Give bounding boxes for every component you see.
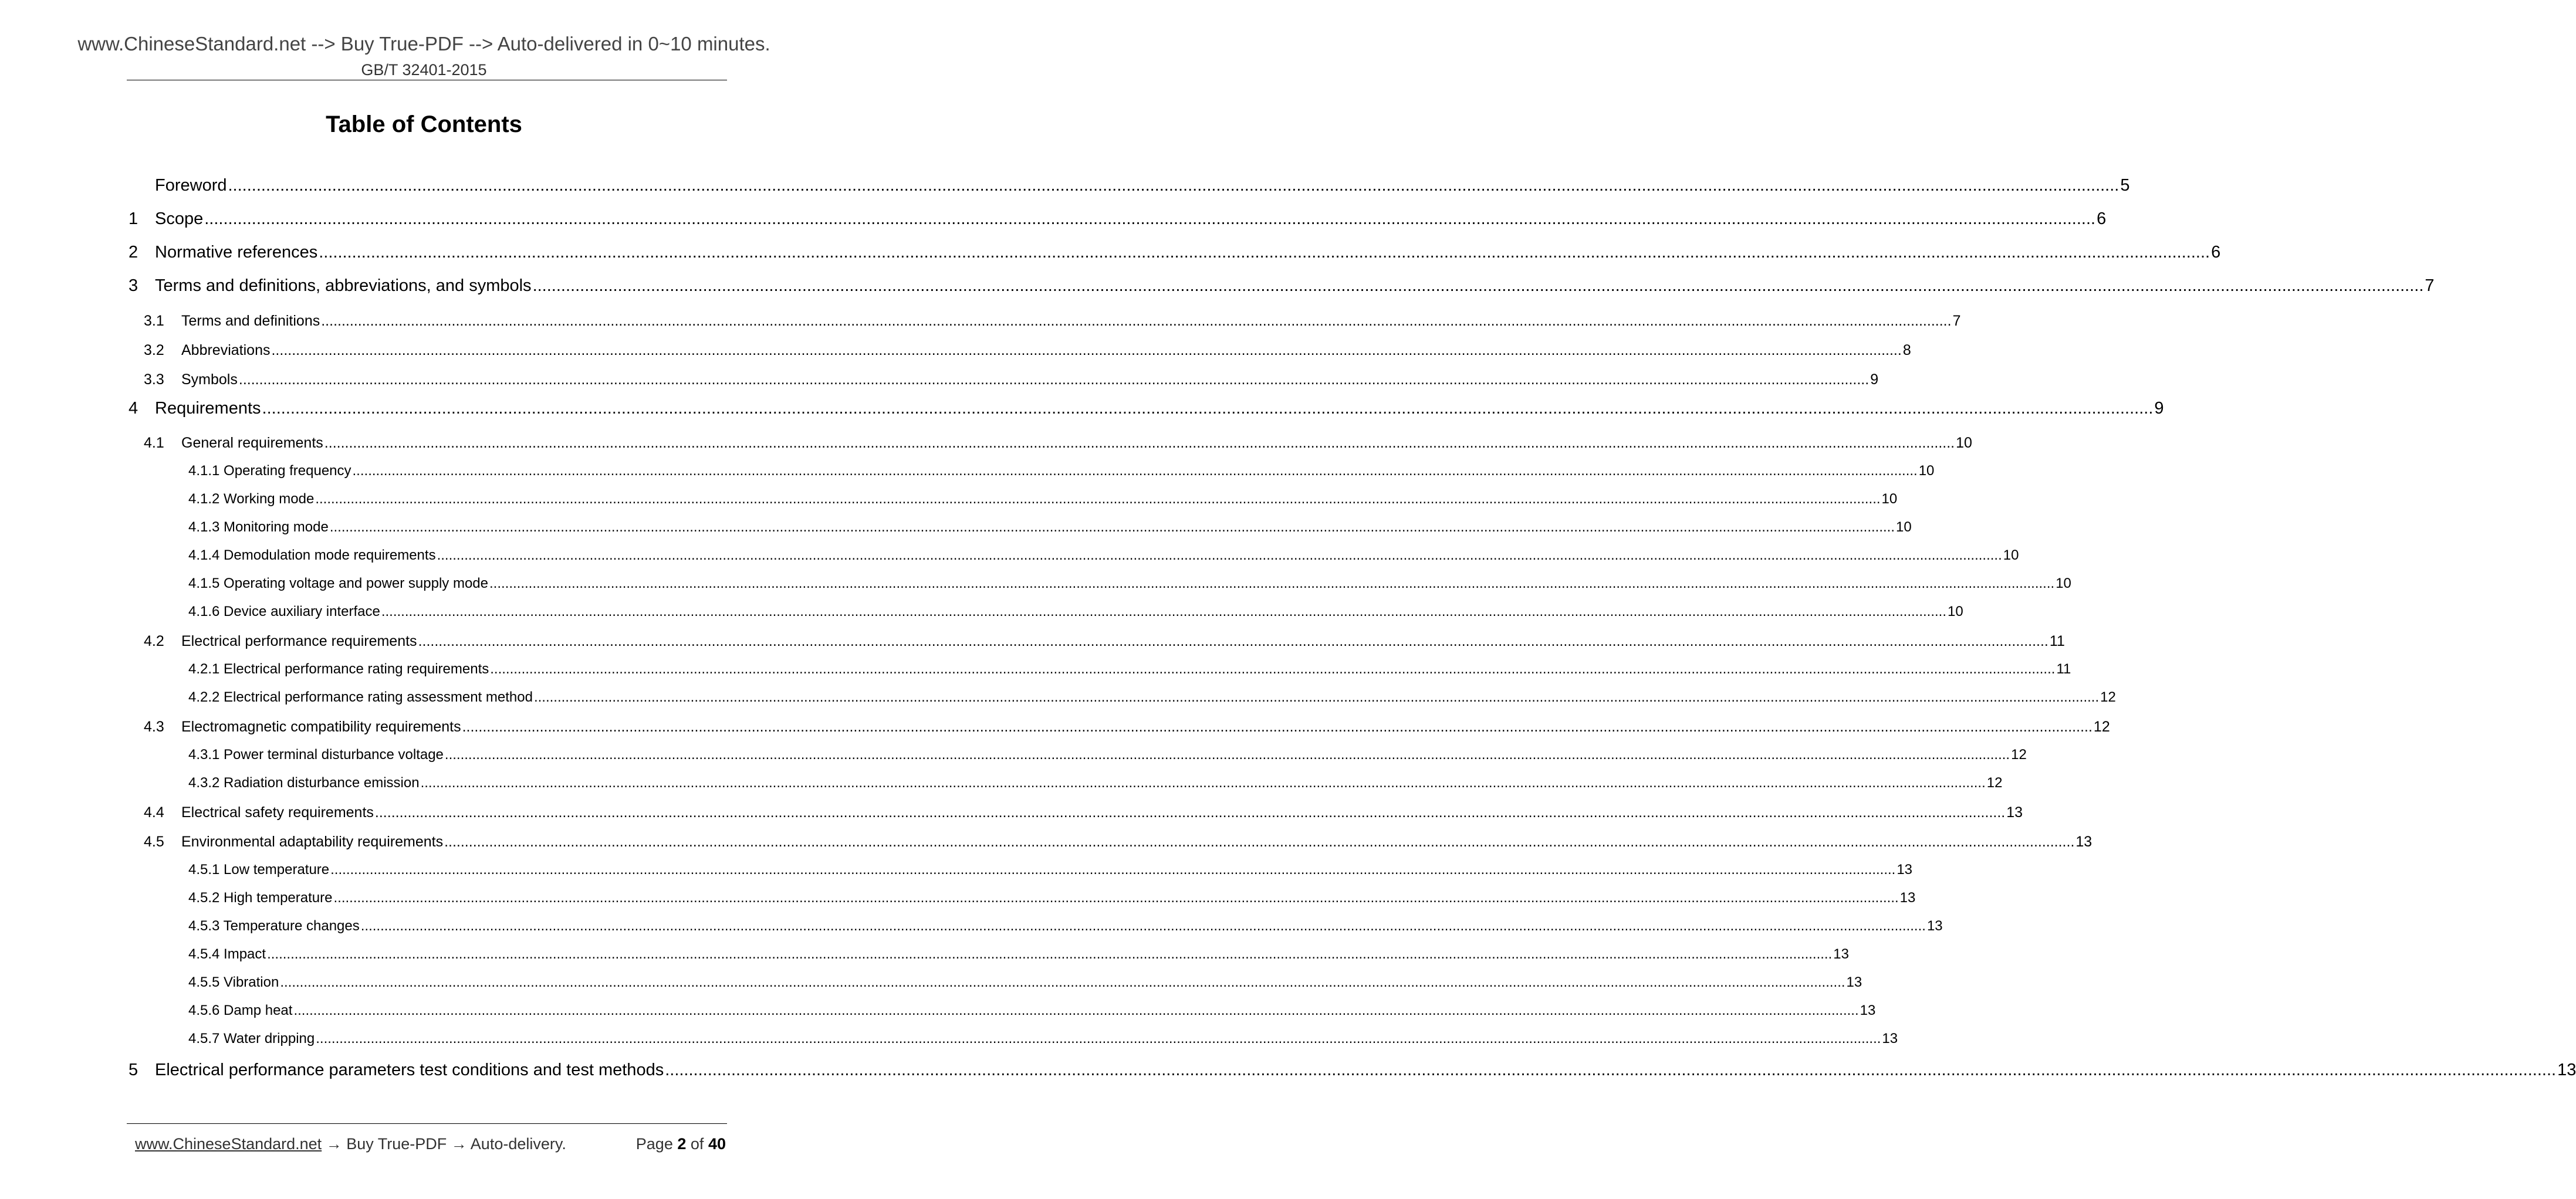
toc-entry-page: 7 [2425, 276, 2435, 295]
toc-entry-label: Normative references [155, 243, 318, 262]
toc-entry-page: 13 [1926, 918, 1943, 934]
toc-entry-page: 9 [2154, 399, 2164, 418]
toc-entry-number: 4.1 [144, 435, 164, 451]
dot-leader: ................................................................................................................................................................................................................................................................................................................................................................................................................ [293, 1002, 1859, 1018]
dot-leader: ................................................................................................................................................................................................................................................................................................................................................................................................................ [280, 974, 1845, 990]
toc-entry-label: Electrical performance parameters test conditions and test methods [155, 1061, 664, 1079]
toc-entry-label: 4.1.3 Monitoring mode [188, 519, 329, 535]
toc-entry[interactable] [144, 371, 1879, 388]
toc-entry-page: 13 [2006, 804, 2023, 821]
footer-delivery-text: Auto-delivery. [470, 1135, 566, 1153]
page-indicator [636, 1135, 726, 1153]
toc-entry[interactable] [144, 342, 1911, 359]
toc-entry[interactable] [188, 1002, 1876, 1019]
toc-entry-label: 4.5.4 Impact [188, 946, 266, 962]
toc-entry-label: 4.1.1 Operating frequency [188, 463, 351, 479]
toc-entry-label: Terms and definitions, abbreviations, and symbols [155, 276, 532, 295]
of-word: of [690, 1135, 704, 1153]
toc-entry-label: 4.3.1 Power terminal disturbance voltage [188, 747, 444, 763]
toc-entry-number: 4.2 [144, 633, 164, 649]
toc-entry-label: 4.5.6 Damp heat [188, 1002, 293, 1018]
toc-entry-number: 3.2 [144, 342, 164, 358]
toc-entry-label: 4.5.5 Vibration [188, 974, 279, 990]
toc-entry[interactable] [188, 775, 2003, 791]
dot-leader: ................................................................................................................................................................................................................................................................................................................................................................................................................ [262, 399, 2154, 418]
toc-entry-number: 2 [129, 243, 138, 262]
toc-entry[interactable] [188, 862, 1913, 878]
toc-entry-label: 4.1.6 Device auxiliary interface [188, 604, 380, 619]
toc-entry[interactable] [188, 661, 2071, 678]
dot-leader: ................................................................................................................................................................................................................................................................................................................................................................................................................ [324, 435, 1955, 451]
toc-entry-label: 4.5.3 Temperature changes [188, 918, 360, 934]
toc-entry-number: 4.5 [144, 834, 164, 850]
toc-entry-page: 9 [1870, 371, 1879, 388]
toc-entry-label: 4.2.1 Electrical performance rating requirements [188, 661, 489, 677]
toc-entry[interactable] [144, 633, 2065, 650]
toc-entry-number: 4 [129, 399, 138, 418]
toc-entry[interactable] [188, 491, 1898, 507]
dot-leader: ................................................................................................................................................................................................................................................................................................................................................................................................................ [238, 371, 1870, 388]
toc-entry-page: 10 [2056, 575, 2071, 591]
page-word: Page [635, 1135, 673, 1153]
toc-entry-number: 3.1 [144, 313, 164, 329]
dot-leader: ................................................................................................................................................................................................................................................................................................................................................................................................................ [321, 313, 1952, 329]
dot-leader: ................................................................................................................................................................................................................................................................................................................................................................................................................ [330, 862, 1896, 878]
toc-entry[interactable] [144, 313, 1961, 330]
dot-leader: ................................................................................................................................................................................................................................................................................................................................................................................................................ [437, 547, 2002, 563]
dot-leader: ................................................................................................................................................................................................................................................................................................................................................................................................................ [533, 689, 2100, 705]
toc-entry[interactable] [188, 604, 1963, 620]
arrow-icon: → [451, 1135, 467, 1153]
toc-entry-page: 12 [2100, 689, 2116, 705]
toc-entry[interactable] [144, 435, 1972, 452]
dot-leader: ................................................................................................................................................................................................................................................................................................................................................................................................................ [381, 604, 1947, 619]
footer-divider [127, 1123, 727, 1124]
toc-entry-label: Requirements [155, 399, 261, 418]
toc-entry-page: 13 [2557, 1061, 2576, 1079]
toc-entry[interactable] [188, 946, 1849, 963]
toc-entry-page: 12 [1986, 775, 2003, 791]
toc-entry-page: 10 [1896, 519, 1912, 535]
toc-entry-number: 1 [129, 209, 138, 228]
toc-entry-page: 10 [1881, 491, 1898, 507]
dot-leader: ................................................................................................................................................................................................................................................................................................................................................................................................................ [319, 243, 2210, 262]
toc-entry-number: 4.3 [144, 719, 164, 735]
toc-entry-label: 4.5.7 Water dripping [188, 1031, 315, 1046]
toc-entry-page: 8 [1902, 342, 1911, 358]
toc-entry-label: General requirements [181, 435, 323, 451]
toc-entry-page: 10 [1948, 604, 1963, 619]
header-banner: www.ChineseStandard.net --> Buy True-PDF --> Auto-delivered in 0~10 minutes. [77, 33, 770, 55]
toc-entry[interactable] [129, 243, 2221, 262]
toc-entry-label: 4.5.1 Low temperature [188, 862, 330, 878]
toc-entry-page: 10 [2003, 547, 2019, 563]
toc-entry-page: 13 [1860, 1002, 1876, 1018]
toc-entry[interactable] [188, 747, 2027, 763]
dot-leader: ................................................................................................................................................................................................................................................................................................................................................................................................................ [271, 342, 1902, 358]
dot-leader: ................................................................................................................................................................................................................................................................................................................................................................................................................ [462, 719, 2092, 735]
toc-entry-page: 12 [2093, 719, 2110, 735]
toc-entry-label: Electrical safety requirements [181, 804, 374, 821]
toc-entry-label: Abbreviations [181, 342, 271, 358]
toc-entry-page: 13 [1882, 1031, 1898, 1046]
document-number: GB/T 32401-2015 [361, 61, 487, 79]
toc-entry-label: Symbols [181, 371, 238, 388]
toc-entry[interactable] [188, 918, 1943, 934]
arrow-icon: → [326, 1135, 342, 1153]
toc-entry-page: 13 [1846, 974, 1862, 990]
toc-entry-label: 4.1.5 Operating voltage and power supply mode [188, 575, 488, 591]
toc-entry-number: 4.4 [144, 804, 164, 821]
toc-entry[interactable] [129, 176, 2130, 195]
toc-entry-page: 6 [2211, 243, 2221, 262]
toc-entry[interactable] [129, 209, 2107, 229]
dot-leader: ................................................................................................................................................................................................................................................................................................................................................................................................................ [316, 1031, 1881, 1046]
page-current: 2 [677, 1135, 687, 1153]
dot-leader: ................................................................................................................................................................................................................................................................................................................................................................................................................ [315, 491, 1881, 507]
toc-entry-page: 11 [2049, 633, 2065, 649]
footer-links [135, 1135, 566, 1153]
page-total: 40 [708, 1135, 726, 1153]
footer-site-link[interactable]: www.ChineseStandard.net [135, 1135, 322, 1153]
toc-entry-page: 13 [1896, 862, 1913, 878]
dot-leader: ................................................................................................................................................................................................................................................................................................................................................................................................................ [444, 747, 2010, 763]
toc-entry[interactable] [188, 519, 1912, 536]
toc-entry-number: 3 [129, 276, 138, 295]
toc-entry[interactable] [188, 575, 2071, 592]
dot-leader: ................................................................................................................................................................................................................................................................................................................................................................................................................ [267, 946, 1833, 962]
toc-entry-label: Scope [155, 209, 204, 228]
toc-entry[interactable] [188, 890, 1916, 906]
toc-entry[interactable] [129, 276, 2435, 296]
toc-entry-label: 4.3.2 Radiation disturbance emission [188, 775, 420, 791]
toc-entry[interactable] [188, 1031, 1898, 1047]
dot-leader: ................................................................................................................................................................................................................................................................................................................................................................................................................ [228, 176, 2119, 195]
toc-entry[interactable] [188, 463, 1935, 479]
toc-entry[interactable] [188, 689, 2116, 706]
toc-entry-label: Environmental adaptability requirements [181, 834, 444, 850]
toc-entry-label: Foreword [155, 176, 227, 195]
dot-leader: ................................................................................................................................................................................................................................................................................................................................................................................................................ [360, 918, 1926, 934]
toc-entry-label: Electrical performance requirements [181, 633, 417, 649]
dot-leader: ................................................................................................................................................................................................................................................................................................................................................................................................................ [352, 463, 1918, 479]
toc-entry-page: 11 [2056, 661, 2071, 677]
dot-leader: ................................................................................................................................................................................................................................................................................................................................................................................................................ [420, 775, 1986, 791]
toc-entry-number: 5 [129, 1061, 138, 1079]
dot-leader: ................................................................................................................................................................................................................................................................................................................................................................................................................ [665, 1061, 2557, 1079]
toc-entry[interactable] [129, 1061, 2576, 1080]
toc-entry-label: 4.2.2 Electrical performance rating assessment method [188, 689, 533, 705]
dot-leader: ................................................................................................................................................................................................................................................................................................................................................................................................................ [490, 661, 2056, 677]
dot-leader: ................................................................................................................................................................................................................................................................................................................................................................................................................ [418, 633, 2048, 649]
dot-leader: ................................................................................................................................................................................................................................................................................................................................................................................................................ [204, 209, 2096, 228]
toc-entry-label: 4.1.4 Demodulation mode requirements [188, 547, 436, 563]
toc-entry-page: 13 [1899, 890, 1916, 906]
toc-entry[interactable] [129, 399, 2164, 418]
toc-entry[interactable] [144, 834, 2092, 851]
dot-leader: ................................................................................................................................................................................................................................................................................................................................................................................................................ [333, 890, 1899, 906]
toc-entry[interactable] [188, 547, 2019, 564]
toc-entry-page: 5 [2120, 176, 2130, 195]
dot-leader: ................................................................................................................................................................................................................................................................................................................................................................................................................ [532, 276, 2424, 295]
toc-entry-page: 10 [1918, 463, 1935, 479]
toc-entry-page: 7 [1952, 313, 1961, 329]
toc-entry-label: 4.5.2 High temperature [188, 890, 333, 906]
toc-entry[interactable] [144, 719, 2110, 736]
footer-buy-text: Buy True-PDF [346, 1135, 447, 1153]
dot-leader: ................................................................................................................................................................................................................................................................................................................................................................................................................ [374, 804, 2006, 821]
toc-entry-label: Electromagnetic compatibility requirements [181, 719, 461, 735]
toc-entry[interactable] [144, 804, 2023, 821]
toc-entry-page: 13 [2075, 834, 2092, 850]
page-title: Table of Contents [326, 111, 522, 137]
dot-leader: ................................................................................................................................................................................................................................................................................................................................................................................................................ [329, 519, 1895, 535]
dot-leader: ................................................................................................................................................................................................................................................................................................................................................................................................................ [489, 575, 2055, 591]
toc-entry-label: Terms and definitions [181, 313, 320, 329]
toc-entry-number: 3.3 [144, 371, 164, 388]
toc-entry-page: 6 [2097, 209, 2107, 228]
toc-entry[interactable] [188, 974, 1862, 991]
toc-entry-page: 13 [1833, 946, 1849, 962]
toc-entry-page: 10 [1956, 435, 1972, 451]
toc-entry-page: 12 [2011, 747, 2027, 763]
toc-entry-label: 4.1.2 Working mode [188, 491, 315, 507]
dot-leader: ................................................................................................................................................................................................................................................................................................................................................................................................................ [444, 834, 2075, 850]
